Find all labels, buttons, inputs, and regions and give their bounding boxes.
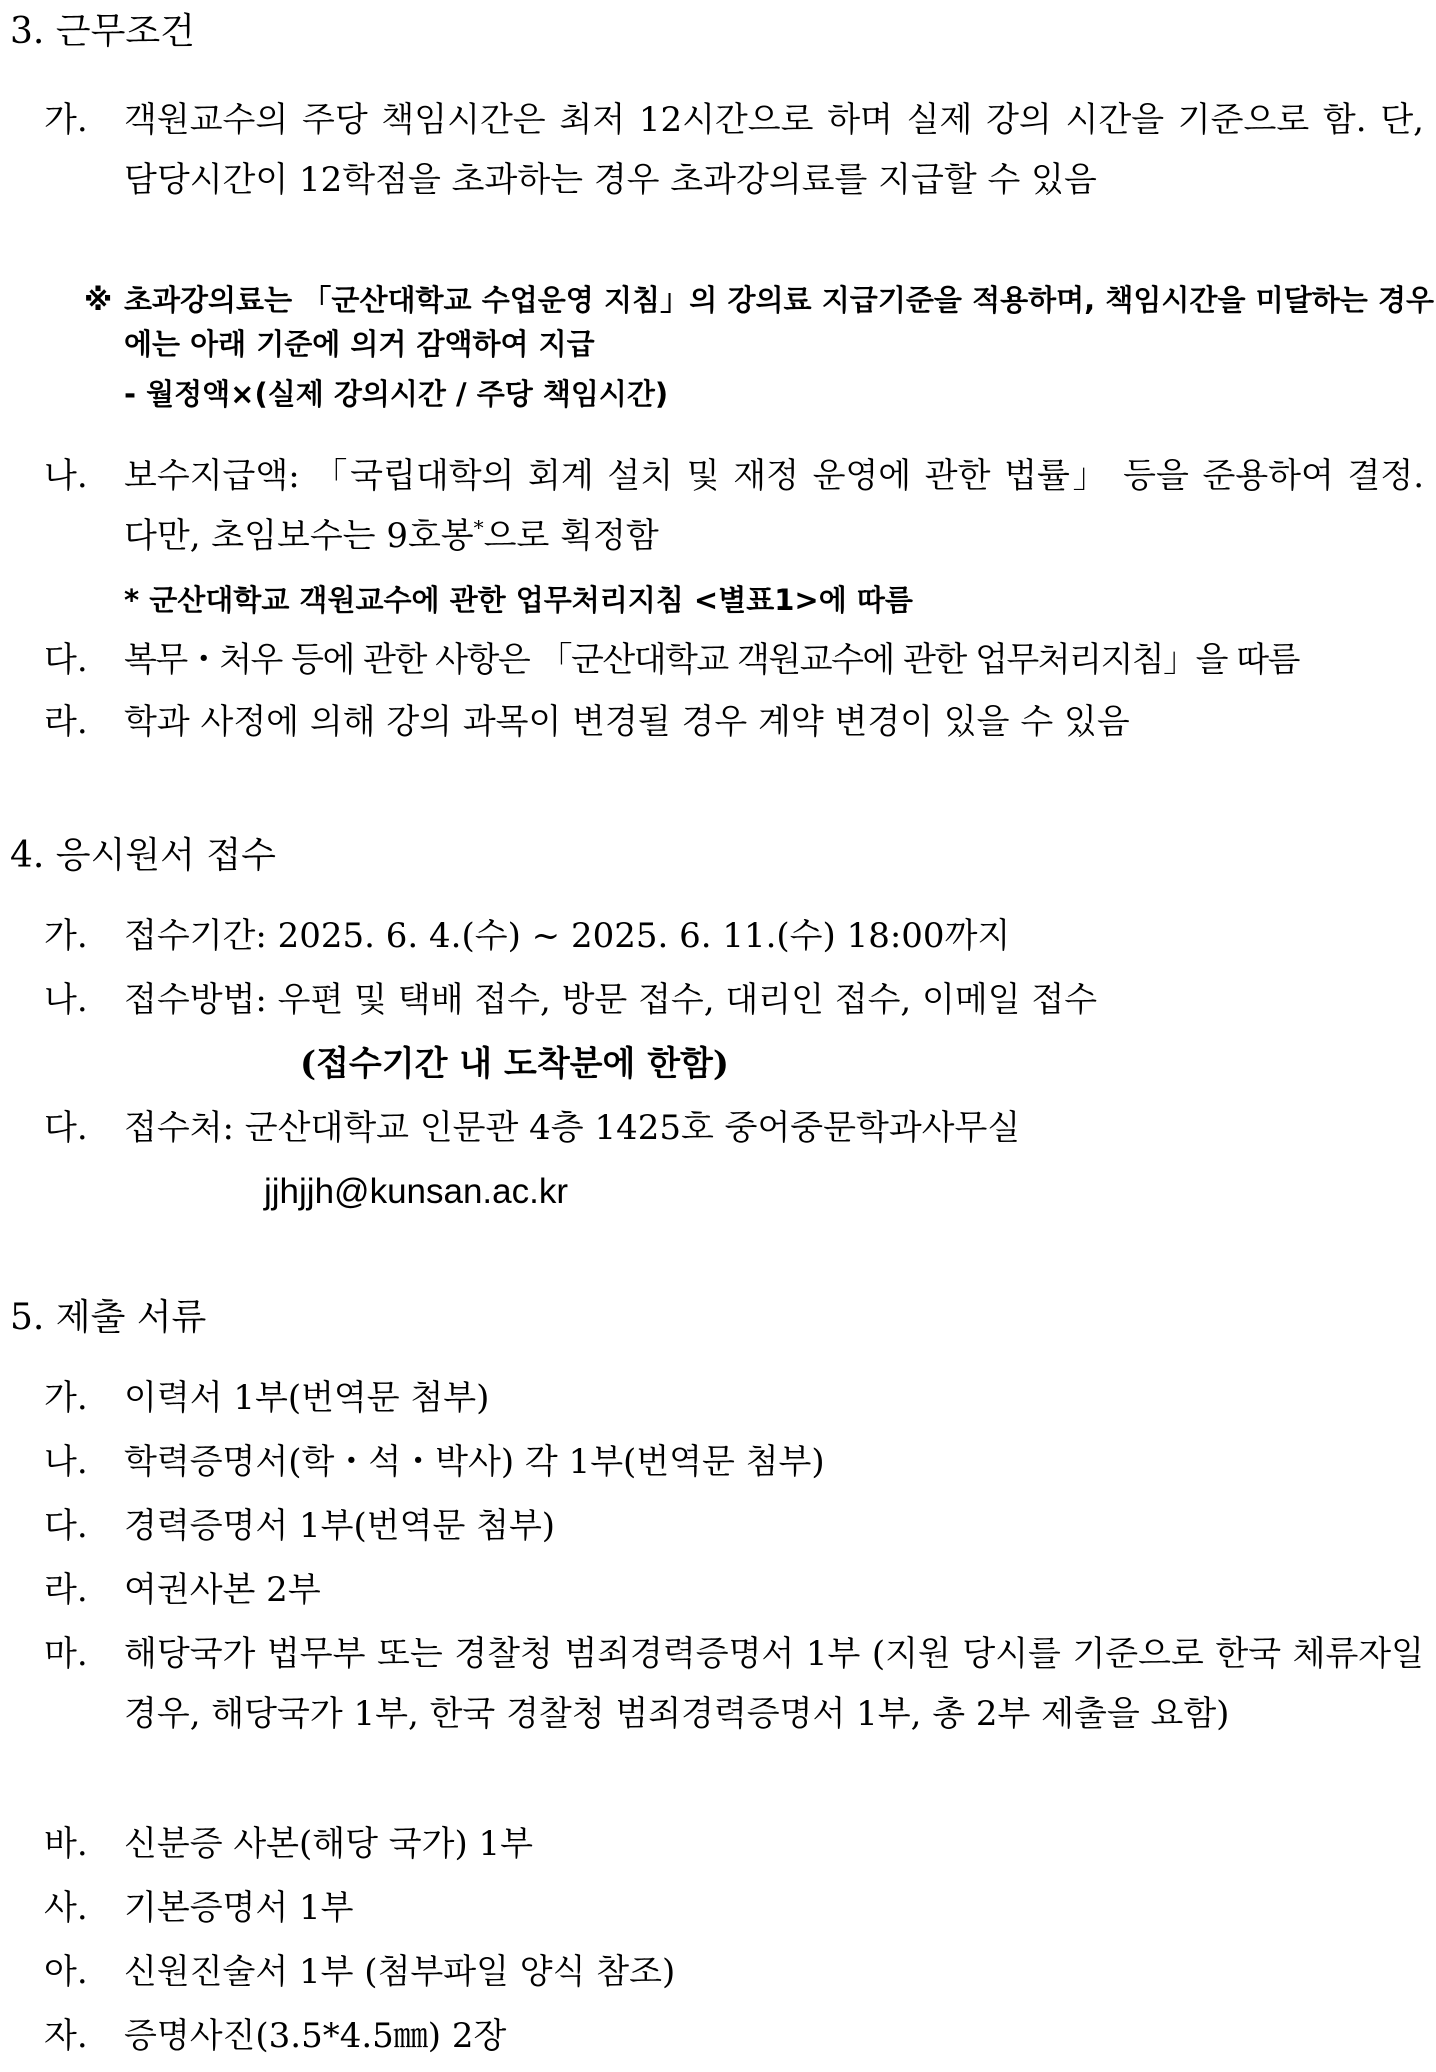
list-item: 나. 접수방법: 우편 및 택배 접수, 방문 접수, 대리인 접수, 이메일 접수 (44, 980, 1098, 1020)
receipt-method-note: (접수기간 내 도착분에 한함) (300, 1044, 729, 1084)
section-5-heading: 5. 제출 서류 (10, 1297, 207, 1338)
list-item: 자. 증명사진(3.5*4.5㎜) 2장 (44, 2016, 507, 2056)
list-item: 아. 신원진술서 1부 (첨부파일 양식 참조) (44, 1952, 676, 1992)
list-item: 다. 경력증명서 1부(번역문 첨부) (44, 1506, 556, 1546)
list-item: 바. 신분증 사본(해당 국가) 1부 (44, 1824, 534, 1864)
list-item: 가. 접수기간: 2025. 6. 4.(수) ~ 2025. 6. 11.(수) 18:00까지 (44, 916, 1011, 956)
pay-formula: - 월정액×(실제 강의시간 / 주당 책임시간) (124, 377, 669, 411)
list-item: 나. 보수지급액: 「국립대학의 회계 설치 및 재정 운영에 관한 법률」 등을 준용하여 결정. 다만, 초임보수는 9호봉*으로 획정함 (44, 456, 1424, 556)
salary-note: * 군산대학교 객원교수에 관한 업무처리지침 <별표1>에 따름 (124, 583, 913, 617)
overtime-pay-note: ※ 초과강의료는 「군산대학교 수업운영 지침」의 강의료 지급기준을 적용하며, 책임시간을 미달하는 경우에는 아래 기준에 의거 감액하여 지급 - 월정액×(실제 강의시간 / 주당 책임시간) (84, 278, 1434, 416)
contact-email: jjhjjh@kunsan.ac.kr (264, 1172, 568, 1211)
list-item: 가. 이력서 1부(번역문 첨부) (44, 1378, 490, 1418)
list-item: 라. 학과 사정에 의해 강의 과목이 변경될 경우 계약 변경이 있을 수 있음 (44, 702, 1130, 742)
section-3-heading: 3. 근무조건 (10, 11, 195, 52)
list-item: 나. 학력증명서(학・석・박사) 각 1부(번역문 첨부) (44, 1442, 825, 1482)
list-item: 라. 여권사본 2부 (44, 1570, 321, 1610)
list-item: 가. 객원교수의 주당 책임시간은 최저 12시간으로 하며 실제 강의 시간을 기준으로 함. 단, 담당시간이 12학점을 초과하는 경우 초과강의료를 지급할 수 있음 (44, 100, 1424, 200)
list-item: 다. 접수처: 군산대학교 인문관 4층 1425호 중어중문학과사무실 (44, 1108, 1021, 1148)
list-item: 다. 복무・처우 등에 관한 사항은 「군산대학교 객원교수에 관한 업무처리지침」을 따름 (44, 640, 1299, 680)
list-item: 사. 기본증명서 1부 (44, 1888, 354, 1928)
section-4-heading: 4. 응시원서 접수 (10, 835, 276, 876)
list-item: 마. 해당국가 법무부 또는 경찰청 범죄경력증명서 1부 (지원 당시를 기준으로 한국 체류자일 경우, 해당국가 1부, 한국 경찰청 범죄경력증명서 1부, 총 2부 제출을 요함) (44, 1634, 1424, 1734)
